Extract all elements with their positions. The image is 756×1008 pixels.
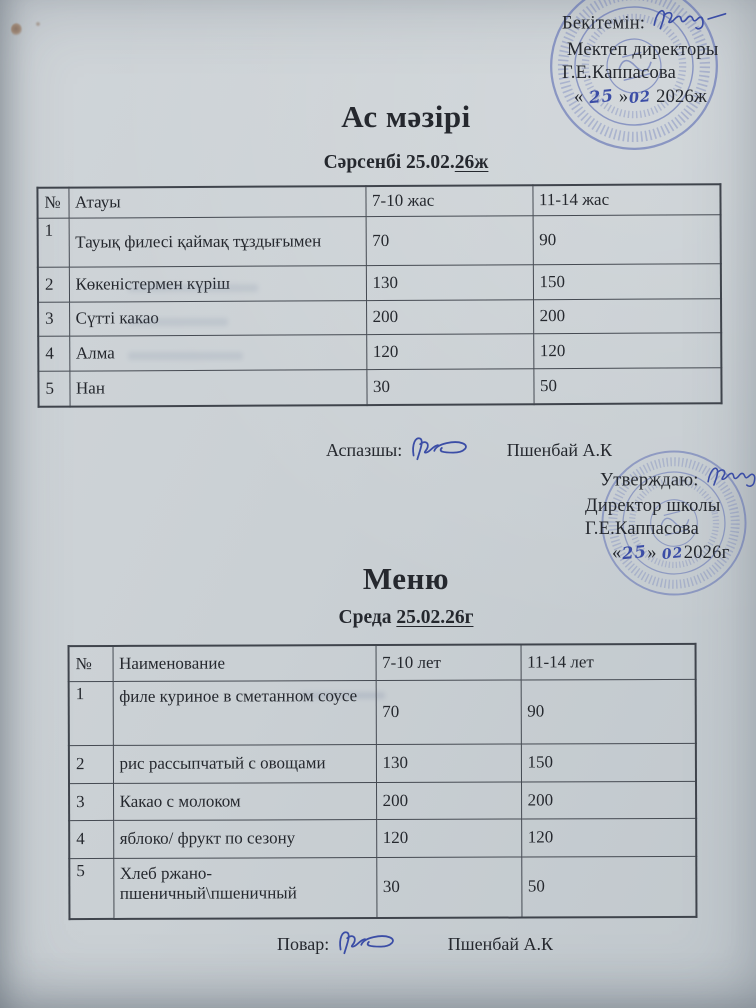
- menu-table-kk: [36, 183, 722, 408]
- handwritten-month: 02: [628, 87, 653, 108]
- cell-grams-7-10: 30: [376, 857, 521, 919]
- col-header-age2: 11-14 жас: [532, 184, 720, 215]
- table-header-row: [69, 644, 696, 681]
- handwritten-day: 25: [621, 541, 649, 564]
- cell-grams-11-14: 50: [521, 856, 696, 918]
- cook-line-kk: [326, 436, 612, 468]
- col-header-name: Атауы: [68, 186, 365, 218]
- col-header-age1: 7-10 жас: [365, 185, 532, 216]
- cook-signature-icon: [406, 431, 472, 463]
- approve-year: 2026ж: [656, 87, 707, 107]
- cell-dish: Какао с молоком: [113, 782, 376, 820]
- cell-dish: яблоко/ фрукт по сезону: [113, 819, 376, 858]
- cell-dish: Көкеністермен күріш: [69, 265, 366, 302]
- cell-grams-11-14: 120: [533, 332, 721, 368]
- cell-grams-7-10: 130: [366, 264, 533, 300]
- cell-no: 1: [69, 681, 113, 745]
- director-signature-icon: [703, 462, 756, 490]
- table-row: [38, 367, 721, 407]
- cell-grams-7-10: 200: [376, 782, 521, 820]
- quote-open: «: [612, 543, 623, 563]
- cell-dish: филе куриное в сметанном соусе: [113, 680, 376, 745]
- cell-no: 5: [38, 371, 69, 407]
- cell-dish: Сүтті какао: [69, 300, 366, 336]
- menu-date-kk: [28, 152, 756, 174]
- cell-grams-11-14: 90: [533, 214, 721, 264]
- table-row: [69, 679, 696, 745]
- cell-dish: Хлеб ржано-пшеничный\пшеничный: [113, 857, 376, 919]
- quote-open: «: [574, 87, 585, 107]
- menu-title-ru: Меню: [362, 561, 450, 596]
- paper-speck: [35, 21, 41, 27]
- cell-no: 4: [38, 336, 69, 371]
- menu-date-kk-underlined: 26ж: [454, 152, 489, 173]
- approval-block-middle: [585, 467, 756, 566]
- approve-year: 2026г: [683, 543, 730, 563]
- cell-dish: Алма: [69, 334, 366, 371]
- menu-date-ru-prefix: Среда: [338, 607, 397, 628]
- cell-dish: рис рассыпчатый с овощами: [113, 744, 376, 783]
- cell-grams-11-14: 120: [521, 818, 696, 857]
- approve-label: Бекітемін:: [562, 13, 646, 34]
- quote-close: »: [647, 543, 658, 563]
- cook-signature-icon: [333, 925, 399, 957]
- cell-no: 4: [69, 820, 113, 858]
- cell-grams-11-14: 200: [521, 781, 696, 819]
- print-through-ghost: [128, 352, 243, 360]
- col-header-no: №: [69, 646, 113, 681]
- cell-grams-7-10: 200: [366, 299, 533, 334]
- paper-speck: [11, 23, 22, 36]
- print-through-ghost: [128, 284, 258, 292]
- table-row: [69, 781, 696, 820]
- cell-grams-11-14: 150: [533, 263, 721, 299]
- print-through-ghost: [128, 318, 228, 326]
- menu-table-ru: [68, 643, 698, 920]
- cell-grams-11-14: 90: [521, 679, 696, 744]
- cook-label-ru: Повар:: [277, 934, 330, 955]
- col-header-no: №: [37, 188, 68, 218]
- cook-name-ru: Пшенбай А.К: [447, 934, 554, 955]
- cell-dish: Тауық филесі қаймақ тұздығымен: [69, 216, 366, 267]
- cell-grams-7-10: 130: [376, 744, 521, 783]
- cell-no: 3: [69, 783, 113, 820]
- table-row: [38, 214, 721, 267]
- approval-block-top: [562, 9, 756, 109]
- col-header-age1: 7-10 лет: [376, 645, 521, 681]
- table-row: [69, 818, 696, 858]
- menu-date-ru-underlined: 25.02.26г: [396, 607, 474, 628]
- cell-grams-7-10: 70: [376, 680, 521, 745]
- menu-date-kk-prefix: Сәрсенбі 25.02.: [323, 152, 455, 173]
- cell-grams-7-10: 120: [376, 819, 521, 858]
- cell-grams-11-14: 150: [521, 743, 696, 782]
- table-row: [38, 263, 721, 302]
- cell-no: 1: [38, 218, 69, 267]
- approve-role: Мектеп директоры: [567, 40, 719, 60]
- approve-director: Г.Е.Каппасова: [585, 519, 699, 539]
- cell-no: 5: [69, 858, 113, 919]
- table-row: [69, 856, 696, 919]
- menu-date-ru: [28, 607, 756, 629]
- table-row: [69, 743, 696, 783]
- menu-title-kk: Ас мәзірі: [341, 99, 471, 134]
- approve-label: Утверждаю:: [600, 470, 699, 491]
- approve-director: Г.Е.Каппасова: [562, 63, 676, 83]
- table-row: [38, 298, 721, 336]
- cell-grams-7-10: 70: [366, 215, 533, 265]
- col-header-name: Наименование: [113, 645, 376, 681]
- handwritten-month: 02: [661, 544, 685, 564]
- cell-grams-7-10: 30: [366, 368, 533, 405]
- table-header-row: [37, 184, 720, 218]
- col-header-age2: 11-14 лет: [521, 644, 696, 680]
- cell-grams-11-14: 50: [533, 367, 721, 404]
- cook-label-kk: Аспазшы:: [326, 440, 403, 461]
- cell-no: 3: [38, 302, 69, 336]
- quote-close: »: [618, 87, 630, 107]
- director-signature-icon: [649, 4, 729, 34]
- cell-dish: Нан: [69, 369, 366, 407]
- cell-no: 2: [38, 267, 69, 302]
- cook-line-ru: [277, 930, 553, 962]
- cook-name-kk: Пшенбай А.К: [506, 440, 613, 461]
- handwritten-day: 25: [588, 85, 615, 108]
- cell-no: 2: [69, 745, 113, 783]
- cell-grams-11-14: 200: [533, 298, 721, 333]
- cell-grams-7-10: 120: [366, 333, 533, 369]
- approve-role: Директор школы: [585, 496, 721, 516]
